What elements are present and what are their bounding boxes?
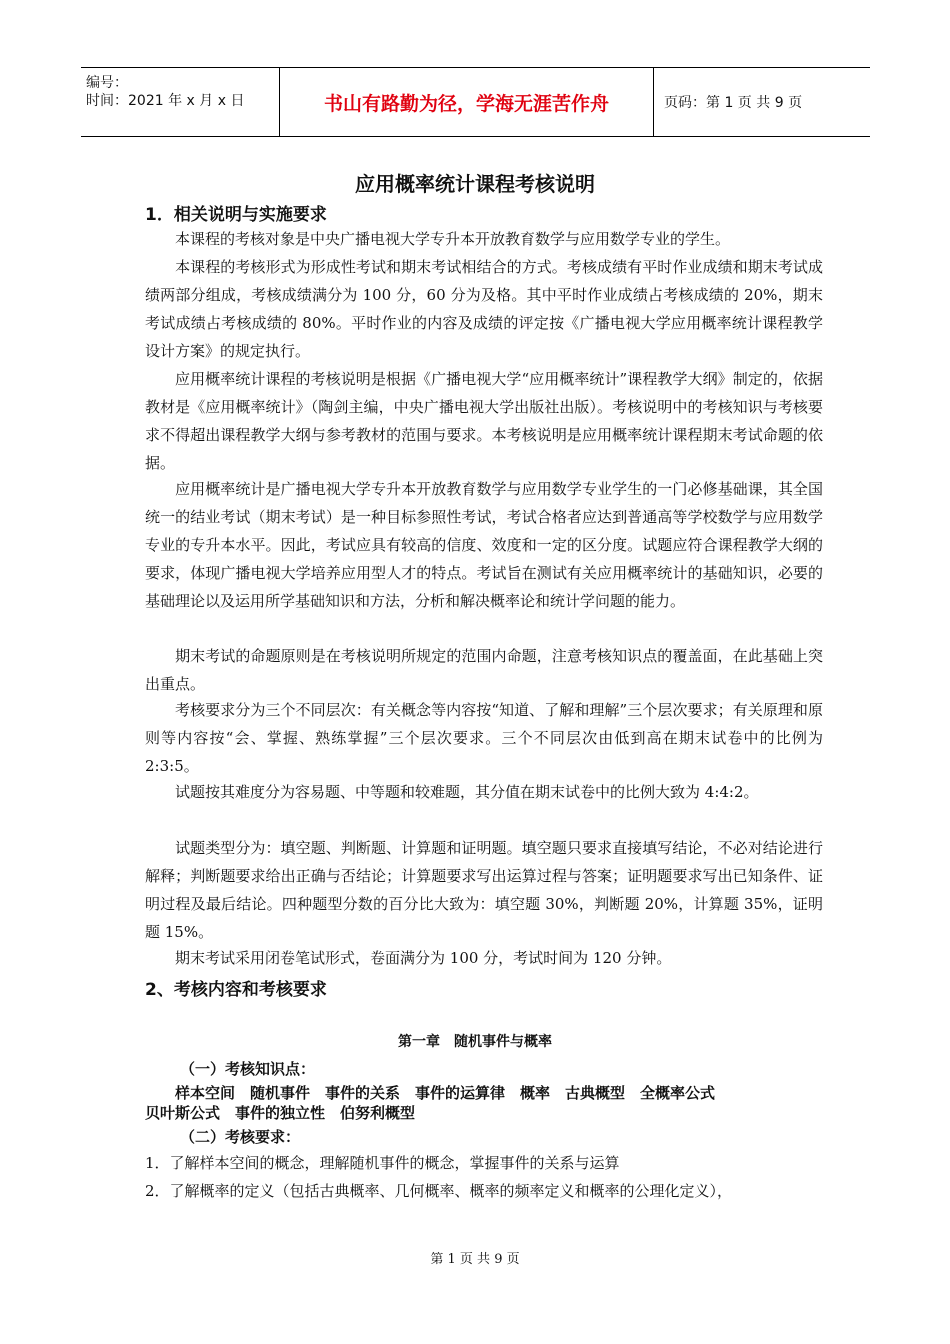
paragraph-1: [145, 225, 823, 253]
paragraph-5: [145, 642, 823, 698]
knowledge-points-heading: （一）考核知识点：: [180, 1060, 316, 1078]
requirement-item-1: 1．了解样本空间的概念，理解随机事件的概念，掌握事件的关系与运算: [145, 1154, 620, 1172]
requirements-heading: （二）考核要求：: [180, 1128, 301, 1146]
document-number-label: 编号：: [86, 75, 128, 91]
paragraph-9-text: 期末考试采用闭卷笔试形式，卷面满分为 100 分，考试时间为 120 分钟。: [175, 949, 672, 967]
chapter-heading: 第一章 随机事件与概率: [398, 1034, 552, 1050]
paragraph-2: [145, 253, 823, 365]
paragraph-3: [145, 365, 823, 477]
paragraph-5-text: 期末考试的命题原则是在考核说明所规定的范围内命题，注意考核知识点的覆盖面，在此基础上突出重点。: [145, 647, 823, 693]
section-heading-1: 1．相关说明与实施要求: [145, 205, 327, 225]
paragraph-4: [145, 475, 823, 615]
paragraph-1-text: 本课程的考核对象是中央广播电视大学专升本开放教育数学与应用数学专业的学生。: [175, 230, 731, 248]
paragraph-3-text: 应用概率统计课程的考核说明是根据《广播电视大学“应用概率统计”课程教学大纲》制定的，依据教材是《应用概率统计》（陶剑主编，中央广播电视大学出版社出版）。考核说明中的考核知识与考核要求不得超出课程教学大纲与参考教材的范围与要求。本考核说明是应用概率统计课程期末考试命题的依据。: [145, 370, 823, 472]
paragraph-4-text: 应用概率统计是广播电视大学专升本开放教育数学与应用数学专业学生的一门必修基础课，其全国统一的结业考试（期末考试）是一种目标参照性考试，考试合格者应达到普通高等学校数学与应用数学专业的专升本水平。因此，考试应具有较高的信度、效度和一定的区分度。试题应符合课程教学大纲的要求，体现广播电视大学培养应用型人才的特点。考试旨在测试有关应用概率统计的基础知识，必要的基础理论以及运用所学基础知识和方法，分析和解决概率论和统计学问题的能力。: [145, 480, 823, 610]
paragraph-7-text: 试题按其难度分为容易题、中等题和较难题，其分值在期末试卷中的比例大致为 4:4:2。: [175, 783, 759, 801]
paragraph-8: [145, 834, 823, 946]
paragraph-6: [145, 696, 823, 780]
document-title: 应用概率统计课程考核说明: [355, 172, 595, 196]
header-page-info: 页码：第 1 页 共 9 页: [664, 95, 803, 111]
header-motto: 书山有路勤为径，学海无涯苦作舟: [323, 92, 609, 115]
paragraph-9: [145, 944, 823, 972]
requirement-item-2: 2．了解概率的定义（包括古典概率、几何概率、概率的频率定义和概率的公理化定义），: [145, 1182, 733, 1200]
knowledge-points-line-1: 样本空间 随机事件 事件的关系 事件的运算律 概率 古典概型 全概率公式: [175, 1084, 716, 1102]
page-header: [81, 67, 870, 137]
paragraph-8-text: 试题类型分为：填空题、判断题、计算题和证明题。填空题只要求直接填写结论，不必对结论进行解释；判断题要求给出正确与否结论；计算题要求写出运算过程与答案；证明题要求写出已知条件、证明过程及最后结论。四种题型分数的百分比大致为：填空题 30%，判断题 20%，计算题 35%，证明题 15%。: [145, 839, 823, 941]
section-heading-2: 2、考核内容和考核要求: [145, 980, 327, 1000]
page-footer: 第 1 页 共 9 页: [430, 1252, 520, 1267]
paragraph-6-text: 考核要求分为三个不同层次：有关概念等内容按“知道、了解和理解”三个层次要求；有关原理和原则等内容按“会、掌握、熟练掌握”三个层次要求。三个不同层次由低到高在期末试卷中的比例为 2:3:5。: [145, 701, 823, 775]
document-date-label: 时间：2021 年 x 月 x 日: [86, 93, 245, 109]
paragraph-2-text: 本课程的考核形式为形成性考试和期末考试相结合的方式。考核成绩有平时作业成绩和期末考试成绩两部分组成，考核成绩满分为 100 分，60 分为及格。其中平时作业成绩占考核成绩的 20%，期末考试成绩占考核成绩的 80%。平时作业的内容及成绩的评定按《广播电视大学应用概率统计课程教学设计方案》的规定执行。: [145, 258, 823, 360]
header-left-cell: [81, 68, 280, 136]
header-motto-cell: [280, 68, 654, 136]
paragraph-7: [145, 778, 823, 806]
knowledge-points-line-2: 贝叶斯公式 事件的独立性 伯努利概型: [145, 1104, 416, 1122]
